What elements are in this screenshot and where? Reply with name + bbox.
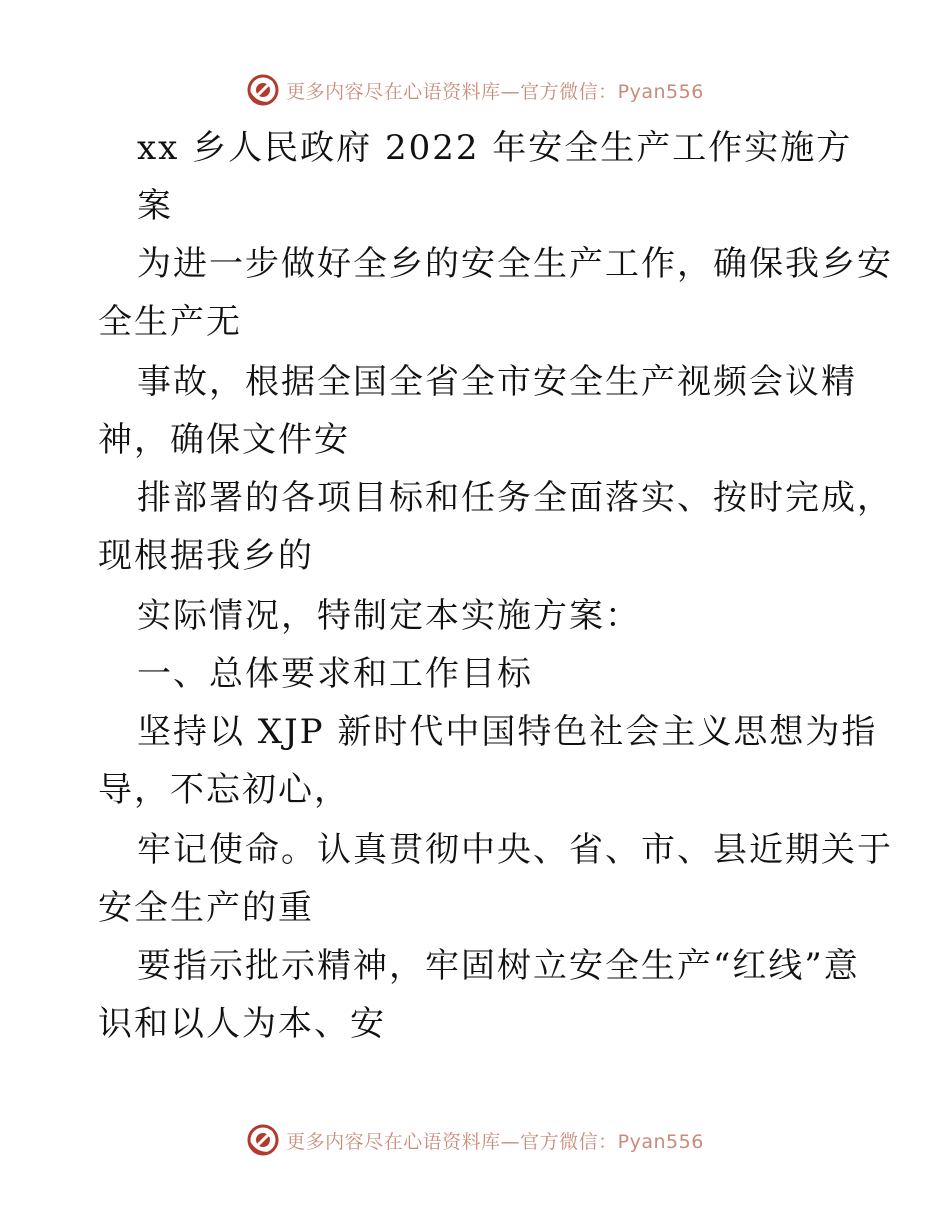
paragraph-line: 安全生产的重 xyxy=(98,888,314,928)
paragraph-line: 牢记使命。认真贯彻中央、省、市、县近期关于 xyxy=(137,830,893,870)
footer-watermark xyxy=(0,1120,950,1160)
paragraph-line: 全生产无 xyxy=(98,302,242,342)
title-line-2: 案 xyxy=(137,186,173,226)
seal-logo-icon xyxy=(246,1123,280,1157)
watermark-text: 更多内容尽在心语资料库—官方微信：Pyan556 xyxy=(286,1130,704,1153)
title-line-1: xx 乡人民政府 2022 年安全生产工作实施方 xyxy=(137,128,853,168)
section-heading: 一、总体要求和工作目标 xyxy=(137,654,533,694)
watermark-text: 更多内容尽在心语资料库—官方微信：Pyan556 xyxy=(286,80,704,103)
paragraph-line: 事故，根据全国全省全市安全生产视频会议精 xyxy=(137,362,857,402)
paragraph-line: 排部署的各项目标和任务全面落实、按时完成， xyxy=(137,478,893,518)
paragraph-line: 导，不忘初心， xyxy=(98,770,350,810)
paragraph-line: 要指示批示精神，牢固树立安全生产“红线”意 xyxy=(137,946,860,986)
paragraph-line: 现根据我乡的 xyxy=(98,536,314,576)
paragraph-line: 神，确保文件安 xyxy=(98,420,350,460)
paragraph-line: 识和以人为本、安 xyxy=(98,1004,386,1044)
paragraph-line: 坚持以 XJP 新时代中国特色社会主义思想为指 xyxy=(137,712,878,752)
paragraph-line: 实际情况，特制定本实施方案： xyxy=(137,596,641,636)
paragraph-line: 为进一步做好全乡的安全生产工作，确保我乡安 xyxy=(137,244,893,284)
